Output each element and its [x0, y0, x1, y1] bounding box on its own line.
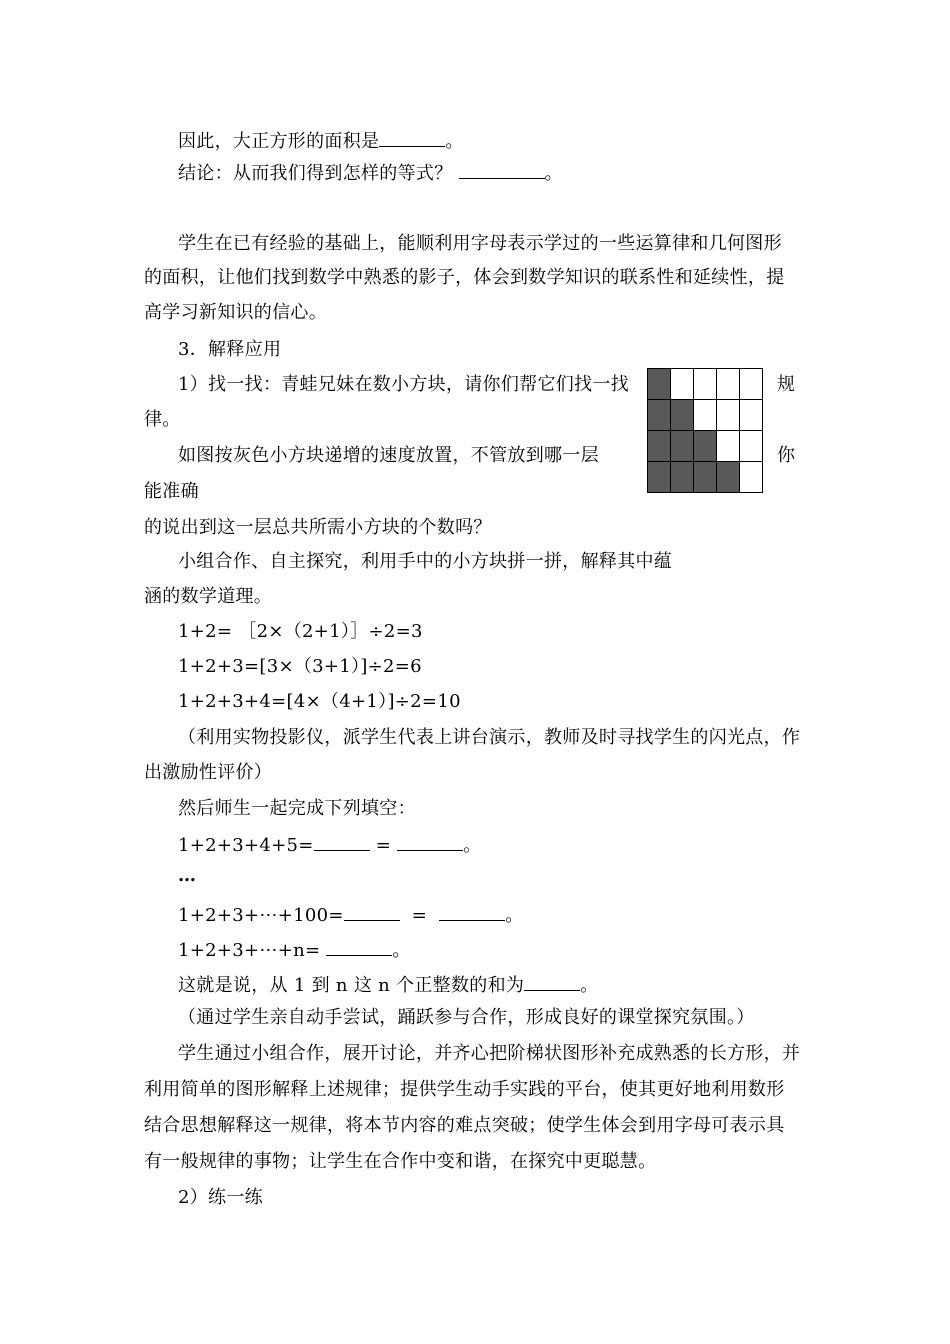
gray-block — [694, 462, 717, 493]
paragraph-line: 的面积，让他们找到数学中熟悉的影子，体会到数学知识的联系性和延续性，提 — [144, 267, 785, 288]
question-line: 律。 — [144, 409, 181, 430]
question-line: 如图按灰色小方块递增的速度放置，不管放到哪一层 — [178, 445, 599, 466]
gray-block — [694, 431, 717, 462]
answer-blank — [379, 128, 445, 147]
formula-line: 1+2= ［2×（2+1）］÷2=3 — [178, 621, 423, 642]
white-block — [671, 369, 694, 400]
question-line: 1）找一找：青蛙兄妹在数小方块，请你们帮它们找一找 — [178, 374, 629, 395]
white-block — [717, 369, 740, 400]
question-line: 的说出到这一层总共所需小方块的个数吗？ — [144, 517, 492, 538]
section-heading: 2）练一练 — [178, 1187, 263, 1208]
fill-line — [178, 937, 411, 963]
question-line-right: 你 — [777, 445, 796, 466]
answer-blank — [524, 972, 580, 991]
question-line: 涵的数学道理。 — [144, 586, 273, 607]
fill-text-end: 。 — [392, 940, 411, 961]
answer-blank — [439, 902, 505, 921]
answer-blank — [459, 160, 545, 179]
ellipsis: … — [178, 865, 197, 886]
area-line — [178, 128, 464, 154]
fill-text-end: 。 — [463, 835, 482, 856]
gray-block — [648, 462, 671, 493]
question-line-right: 规 — [777, 374, 796, 395]
fill-text: 1+2+3+⋯+100= — [178, 905, 344, 926]
area-text-end: 。 — [445, 131, 464, 152]
fill-text: 这就是说，从 1 到 n 这 n 个正整数的和为 — [178, 975, 525, 996]
gray-block — [648, 431, 671, 462]
paragraph-line: 结合思想解释这一规律，将本节内容的难点突破；使学生体会到用字母可表示具 — [144, 1115, 785, 1136]
gray-block — [671, 431, 694, 462]
paragraph-line: 学生在已有经验的基础上，能顺利用字母表示学过的一些运算律和几何图形 — [178, 233, 782, 254]
section-heading: 3．解释应用 — [178, 339, 282, 360]
fill-line — [178, 972, 598, 998]
gray-block — [717, 462, 740, 493]
white-block — [694, 369, 717, 400]
formula-line: 1+2+3+4=[4×（4+1）]÷2=10 — [178, 691, 461, 712]
question-line: 小组合作、自主探究，利用手中的小方块拼一拼，解释其中蕴 — [178, 551, 673, 572]
white-block — [740, 369, 763, 400]
answer-blank — [314, 832, 370, 851]
gray-block — [671, 400, 694, 431]
white-block — [740, 431, 763, 462]
gray-block — [648, 400, 671, 431]
gray-block — [671, 462, 694, 493]
conclusion-text: 结论：从而我们得到怎样的等式？ — [178, 163, 453, 184]
note-line: 出激励性评价） — [144, 762, 273, 783]
fill-line — [178, 832, 481, 858]
fill-text: 1+2+3+⋯+n= — [178, 940, 327, 961]
paragraph-line: 学生通过小组合作，展开讨论，并齐心把阶梯状图形补充成熟悉的长方形，并 — [178, 1043, 801, 1064]
answer-blank — [326, 937, 392, 956]
fill-text: = — [399, 905, 440, 926]
white-block — [694, 400, 717, 431]
fill-text: 1+2+3+4+5= — [178, 835, 314, 856]
staircase-blocks-figure — [647, 368, 763, 493]
area-text: 因此，大正方形的面积是 — [178, 131, 380, 152]
fill-text-end: 。 — [505, 905, 524, 926]
paragraph-line: 高学习新知识的信心。 — [144, 302, 327, 323]
answer-blank — [397, 832, 463, 851]
gray-block — [648, 369, 671, 400]
white-block — [740, 400, 763, 431]
formula-line: 1+2+3=[3×（3+1）]÷2=6 — [178, 656, 422, 677]
task-line: 然后师生一起完成下列填空： — [178, 798, 416, 819]
note-line: （利用实物投影仪，派学生代表上讲台演示，教师及时寻找学生的闪光点，作 — [178, 727, 801, 748]
conclusion-line — [178, 160, 563, 186]
white-block — [740, 462, 763, 493]
fill-line — [178, 902, 524, 928]
note-line: （通过学生亲自动手尝试，踊跃参与合作，形成良好的课堂探究氛围。） — [178, 1007, 755, 1028]
white-block — [717, 400, 740, 431]
white-block — [717, 431, 740, 462]
paragraph-line: 有一般规律的事物；让学生在合作中变和谐，在探究中更聪慧。 — [144, 1151, 657, 1172]
answer-blank — [344, 902, 400, 921]
fill-text-end: 。 — [580, 975, 599, 996]
question-line: 能准确 — [144, 481, 199, 502]
fill-text: = — [369, 835, 398, 856]
conclusion-text-end: 。 — [544, 163, 563, 184]
paragraph-line: 利用简单的图形解释上述规律；提供学生动手实践的平台，使其更好地利用数形 — [144, 1079, 785, 1100]
